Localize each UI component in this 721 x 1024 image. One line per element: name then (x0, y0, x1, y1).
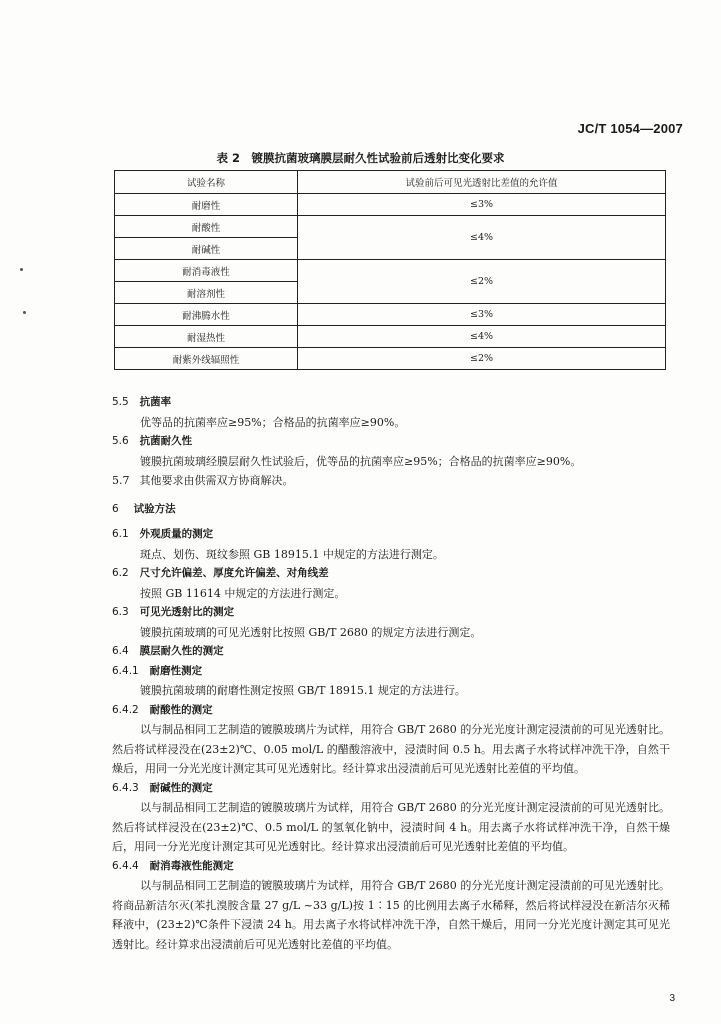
section-title: 耐碱性的测定 (149, 781, 213, 794)
test-name-cell: 耐磨性 (115, 194, 298, 216)
table-header-row (115, 171, 666, 194)
section-number: 6.1 (112, 528, 129, 540)
test-name-cell: 耐消毒液性 (115, 260, 298, 282)
paragraph: 镀膜抗菌玻璃经膜层耐久性试验后，优等品的抗菌率应≥95%；合格品的抗菌率应≥90%。 (140, 454, 582, 468)
paragraph: 优等品的抗菌率应≥95%；合格品的抗菌率应≥90%。 (140, 415, 406, 429)
test-name-cell: 耐碱性 (115, 238, 298, 260)
scan-speck (23, 311, 26, 314)
section-number: 6 (112, 502, 119, 515)
section-heading-6-4-1 (112, 662, 670, 682)
paragraph: 按照 GB 11614 中规定的方法进行测定。 (140, 586, 346, 600)
section-title: 抗菌耐久性 (139, 435, 193, 447)
value-cell: ≤3% (298, 304, 666, 326)
section-number: 6.4.1 (112, 664, 139, 677)
section-heading-6-4-2 (112, 701, 670, 721)
section-number: 6.2 (112, 567, 129, 579)
table-row (115, 216, 666, 238)
section-number: 6.4.2 (112, 703, 139, 716)
section-title: 尺寸允许偏差、厚度允许偏差、对角线差 (139, 567, 329, 579)
paragraph: 斑点、划伤、斑纹参照 GB 18915.1 中规定的方法进行测定。 (140, 547, 444, 561)
section-number: 6.3 (112, 606, 129, 618)
section-heading-6 (112, 500, 670, 520)
section-title: 耐磨性测定 (149, 664, 203, 677)
section-heading-6-2 (112, 564, 670, 584)
section-text: 其他要求由供需双方协商解决。 (139, 474, 294, 487)
section-heading-5-7 (112, 471, 670, 491)
section-number: 6.4.4 (112, 859, 139, 872)
section-number: 5.7 (112, 474, 130, 487)
section-heading-6-1 (112, 525, 670, 545)
test-name-cell: 耐酸性 (115, 216, 298, 238)
section-number: 6.4.3 (112, 781, 139, 794)
section-number: 6.4 (112, 645, 129, 657)
section-title: 可见光透射比的测定 (139, 606, 235, 618)
table-row (115, 194, 666, 216)
test-name-cell: 耐紫外线辐照性 (115, 348, 298, 370)
value-cell: ≤4% (298, 326, 666, 348)
standard-code: JC/T 1054—2007 (577, 121, 683, 136)
table-row (115, 304, 666, 326)
section-number: 5.5 (112, 396, 129, 408)
table-caption: 表 2 镀膜抗菌玻璃膜层耐久性试验前后透射比变化要求 (216, 151, 505, 165)
section-heading-5-6 (112, 432, 670, 452)
value-cell: ≤2% (298, 348, 666, 370)
section-heading-6-4 (112, 642, 670, 662)
test-name-cell: 耐湿热性 (115, 326, 298, 348)
value-cell: ≤3% (298, 194, 666, 216)
page-number: 3 (669, 993, 675, 1004)
paragraph: 镀膜抗菌玻璃的耐磨性测定按照 GB/T 18915.1 规定的方法进行。 (140, 684, 466, 697)
value-cell: ≤4% (298, 216, 666, 260)
test-name-cell: 耐沸腾水性 (115, 304, 298, 326)
section-heading-5-5 (112, 393, 670, 413)
paragraph: 镀膜抗菌玻璃的可见光透射比按照 GB/T 2680 的规定方法进行测定。 (140, 625, 482, 639)
paragraph: 以与制品相同工艺制造的镀膜玻璃片为试样，用符合 GB/T 2680 的分光光度计测定浸渍前的可见光透射比。将商品新洁尔灭(苯扎溴胺含量 27 g/L ~33 g/L)按 1∶15 的比例用去离子水稀释，然后将试样浸没在新洁尔灭稀释液中，(23±2)℃条件下浸渍 24 h。用去离子水将试样冲洗干净，自然干燥后，用同一分光光度计测定其可见光透射比。经计算求出浸渍前后可见光透射比差值的平均值。 (112, 879, 670, 951)
section-title: 耐酸性的测定 (149, 703, 213, 716)
col-header-test-name: 试验名称 (115, 171, 298, 194)
section-title: 耐消毒液性能测定 (149, 859, 234, 872)
section-title: 膜层耐久性的测定 (139, 645, 224, 657)
scan-speck (20, 268, 23, 271)
paragraph: 以与制品相同工艺制造的镀膜玻璃片为试样，用符合 GB/T 2680 的分光光度计测定浸渍前的可见光透射比。然后将试样浸没在(23±2)℃、0.05 mol/L 的醋酸溶液中，浸渍时间 0.5 h。用去离子水将试样冲洗干净，自然干燥后，用同一分光光度计测定其可见光透射比。经计算求出浸渍前后可见光透射比差值的平均值。 (112, 723, 670, 775)
requirements-table (114, 170, 666, 370)
table-row (115, 260, 666, 282)
body-content (112, 393, 670, 954)
section-title: 抗菌率 (139, 396, 172, 408)
section-heading-6-4-3 (112, 779, 670, 799)
table-row (115, 348, 666, 370)
section-title: 外观质量的测定 (139, 528, 214, 540)
section-heading-6-3 (112, 603, 670, 623)
test-name-cell: 耐溶剂性 (115, 282, 298, 304)
paragraph: 以与制品相同工艺制造的镀膜玻璃片为试样，用符合 GB/T 2680 的分光光度计测定浸渍前的可见光透射比。然后将试样浸没在(23±2)℃、0.5 mol/L 的氢氧化钠中，浸渍时间 4 h。用去离子水将试样冲洗干净，自然干燥后，用同一分光光度计测定其可见光透射比。经计算求出浸渍前后可见光透射比差值的平均值。 (112, 801, 670, 853)
section-number: 5.6 (112, 435, 129, 447)
table-row (115, 326, 666, 348)
section-heading-6-4-4 (112, 857, 670, 877)
col-header-allowed-value: 试验前后可见光透射比差值的允许值 (298, 171, 666, 194)
value-cell: ≤2% (298, 260, 666, 304)
section-title: 试验方法 (133, 502, 176, 515)
